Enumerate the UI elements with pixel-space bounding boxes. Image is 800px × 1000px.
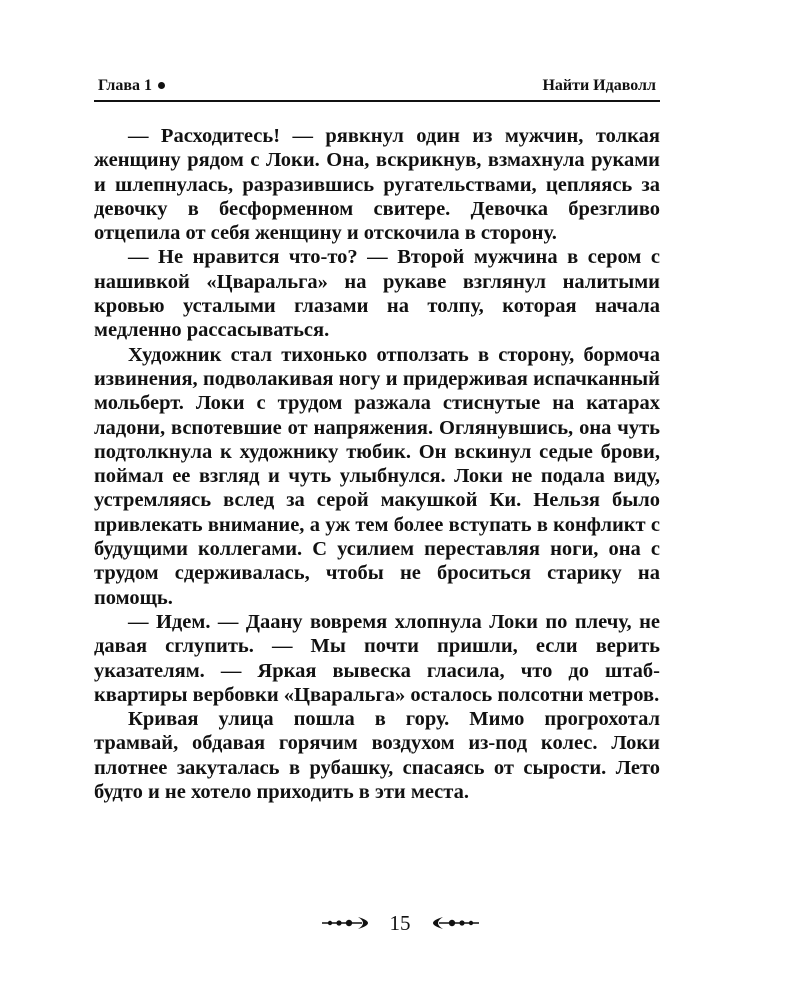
paragraph: Кривая улица пошла в гору. Мимо прогрохотал трамвай, обдавая горячим воздухом из-под колес. Локи плотнее закуталась в рубашку, спасаясь от сырости. Лето будто и не хотело приходить в эти места.: [94, 708, 660, 804]
paragraph: — Не нравится что-то? — Второй мужчина в сером с нашивкой «Цваральга» на рукаве взглянул налитыми кровью усталыми глазами на толпу, которая начала медленно рассасываться.: [94, 246, 660, 342]
paragraph: — Расходитесь! — рявкнул один из мужчин, толкая женщину рядом с Локи. Она, вскрикнув, взмахнула руками и шлепнулась, разразившись ругательствами, цепляясь за девочку в бесформенном свитере. Девочка брезгливо отцепила от себя женщину и отскочила в сторону.: [94, 125, 660, 245]
page-footer: [0, 908, 800, 938]
paragraph: Художник стал тихонько отползать в сторону, бормоча извинения, подволакивая ногу и придерживая испачканный мольберт. Локи с трудом разжала стиснутые на катарах ладони, вспотевшие от напряжения. Оглянувшись, она чуть подтолкнула к художнику тюбик. Он вскинул седые брови, поймал ее взгляд и чуть улыбнулся. Локи не подала виду, устремляясь вслед за серой макушкой Ки. Нельзя было привлекать внимание, а уж тем более вступать в конфликт с будущими коллегами. С усилием переставляя ноги, она с трудом сдерживалась, чтобы не броситься старику на помощь.: [94, 343, 660, 609]
chapter-heading: [98, 74, 165, 98]
right-ornament-icon: [421, 915, 479, 931]
left-ornament-icon: [322, 915, 380, 931]
folio: [322, 908, 479, 938]
header-rule: [94, 100, 660, 102]
running-header: [94, 74, 660, 98]
paragraph: — Идем. — Даану вовремя хлопнула Локи по плечу, не давая сглупить. — Мы почти пришли, если верить указателям. — Яркая вывеска гласила, что до штаб-квартиры вербовки «Цваральга» осталось полсотни метров.: [94, 610, 660, 706]
bullet-dot-icon: [158, 82, 165, 89]
book-title: Найти Идаволл: [542, 77, 656, 94]
page-number: 15: [389, 911, 411, 935]
chapter-label: Глава 1: [98, 77, 152, 94]
body-text: [94, 124, 660, 804]
